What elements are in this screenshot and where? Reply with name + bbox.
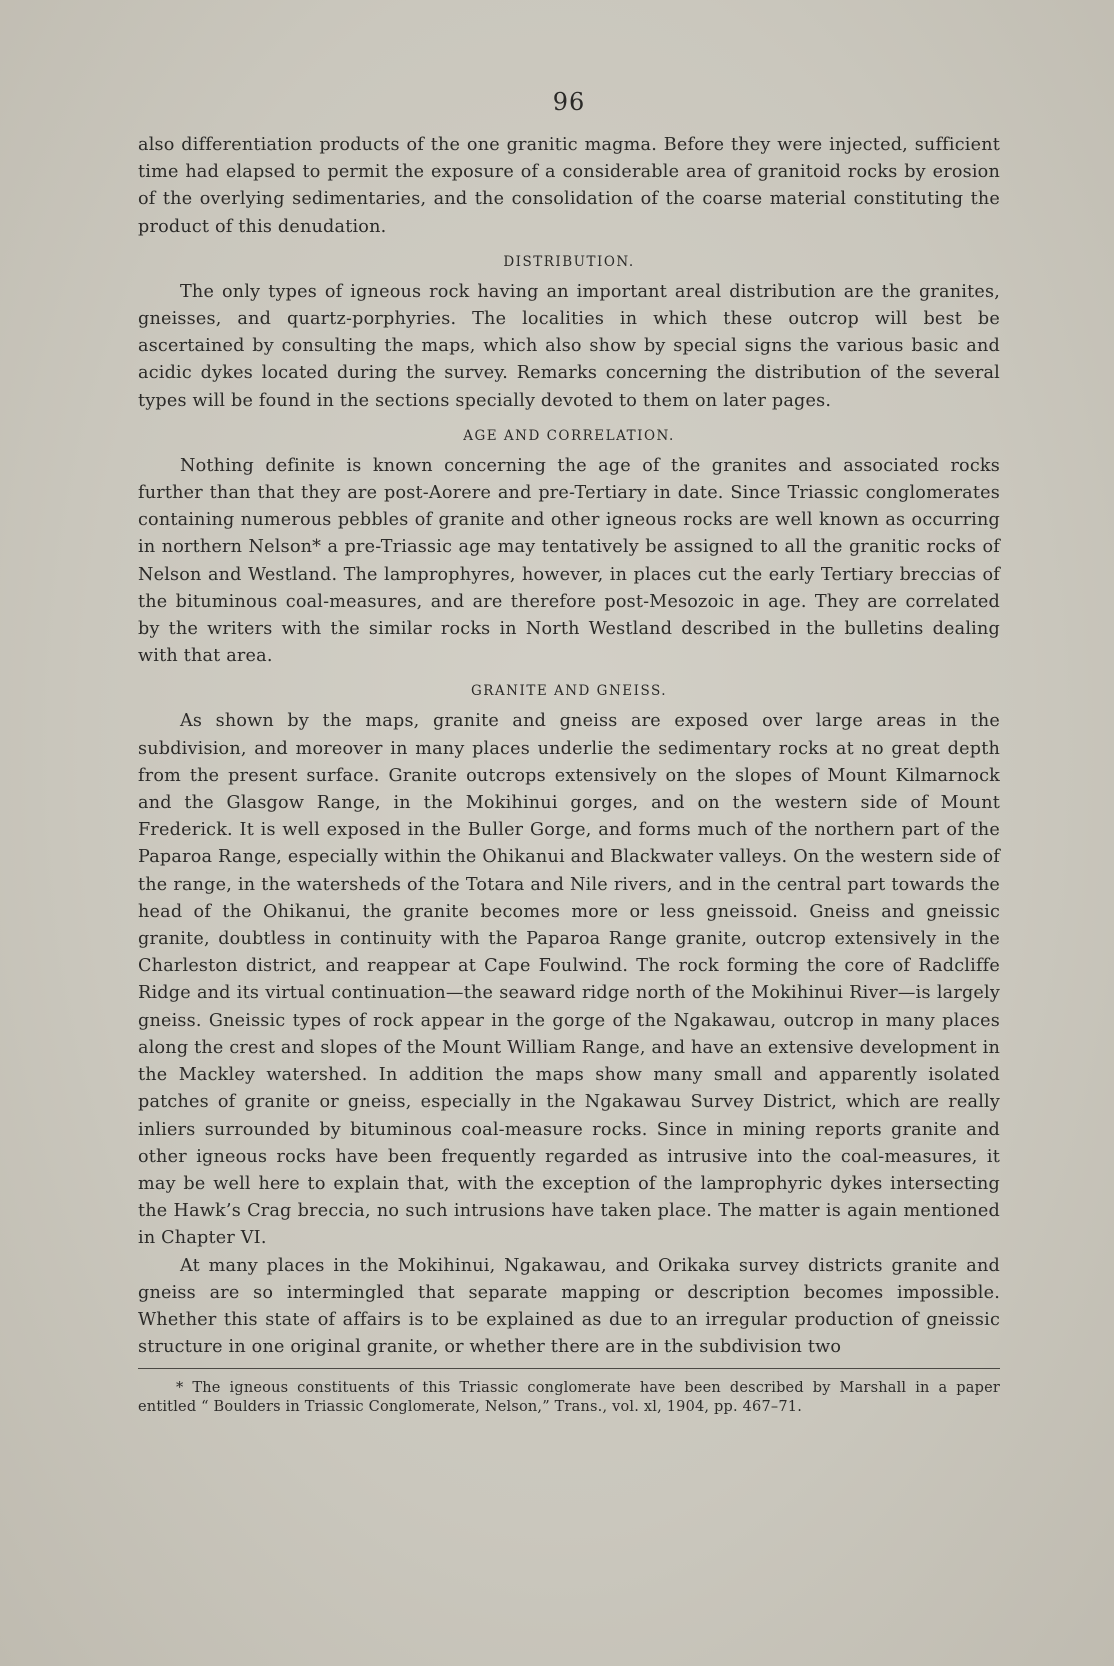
age-correlation-paragraph: Nothing definite is known concerning the age of the granites and associated rocks further than that they are post-Aorere and pre-Tertiary in date. Since Triassic conglomerates containing numerous pebbles of granite and other igneous rocks are well known as occurring in northern Nelson* a pre-Triassic age may tentatively be assigned to all the granitic rocks of Nelson and Westland. The lamprophyres, however, in places cut the early Tertiary breccias of the bituminous coal-measures, and are therefore post-Mesozoic in age. They are correlated by the writers with the similar rocks in North Westland described in the bulletins dealing with that area. (138, 455, 1000, 667)
intro-paragraph: also differentiation products of the one granitic magma. Before they were injected, sufficient time had elapsed to permit the exposure of a considerable area of granitoid rocks by erosion of the overlying sedimentaries, and the consolidation of the coarse material constituting the product of this denudation. (138, 135, 1000, 237)
section-heading-distribution: DISTRIBUTION. (503, 253, 635, 270)
distribution-paragraph: The only types of igneous rock having an important areal distribution are the granites, gneisses, and quartz-porphyries. The localities in which these outcrop will best be ascertained by consulting the maps, which also show by special signs the various basic and acidic dykes located during the survey. Remarks concerning the distribution of the several types will be found in the sections specially devoted to them on later pages. (138, 281, 1000, 411)
section-heading-age-and-correlation: AGE AND CORRELATION. (463, 427, 675, 444)
granite-gneiss-paragraph-1: As shown by the maps, granite and gneiss are exposed over large areas in the subdivision, and moreover in many places underlie the sedimentary rocks at no great depth from the present surface. Granite outcrops extensively on the slopes of Mount Kilmarnock and the Glasgow Range, in the Mokihinui gorges, and on the western side of Mount Frederick. It is well exposed in the Buller Gorge, and forms much of the northern part of the Paparoa Range, especially within the Ohikanui and Blackwater valleys. On the western side of the range, in the watersheds of the Totara and Nile rivers, and in the central part towards the head of the Ohikanui, the granite becomes more or less gneissoid. Gneiss and gneissic granite, doubtless in continuity with the Paparoa Range granite, outcrop extensively in the Charleston district, and reappear at Cape Foulwind. The rock forming the core of Radcliffe Ridge and its virtual continuation—the seaward ridge north of the Mokihinui River—is largely gneiss. Gneissic types of rock appear in the gorge of the Ngakawau, outcrop in many places along the crest and slopes of the Mount William Range, and have an extensive development in the Mackley watershed. In addition the maps show many small and apparently isolated patches of granite or gneiss, especially in the Ngakawau Survey District, which are really inliers surrounded by bituminous coal-measure rocks. Since in mining reports granite and other igneous rocks have been frequently regarded as intrusive into the coal-measures, it may be well here to explain that, with the exception of the lamprophyric dykes intersecting the Hawk’s Crag breccia, no such intrusions have taken place. The matter is again mentioned in Chapter VI. (138, 711, 1000, 1249)
granite-gneiss-paragraph-2: At many places in the Mokihinui, Ngakawau, and Orikaka survey districts granite and gneiss are so intermingled that separate mapping or description becomes impossible. Whether this state of affairs is to be explained as due to an irregular production of gneissic structure in one original granite, or whether there are in the subdivision two (138, 1255, 1000, 1358)
footnote: * The igneous constituents of this Triassic conglomerate have been described by Marshall in a paper entitled “ Boulders in Triassic Conglomerate, Nelson,” Trans., vol. xl, 1904, pp. 467–71. (138, 1380, 1000, 1416)
section-heading-granite-and-gneiss: GRANITE AND GNEISS. (470, 683, 668, 700)
footnote-divider (138, 1368, 1000, 1369)
document-page (138, 80, 1000, 1417)
page-number: 96 (552, 88, 586, 116)
